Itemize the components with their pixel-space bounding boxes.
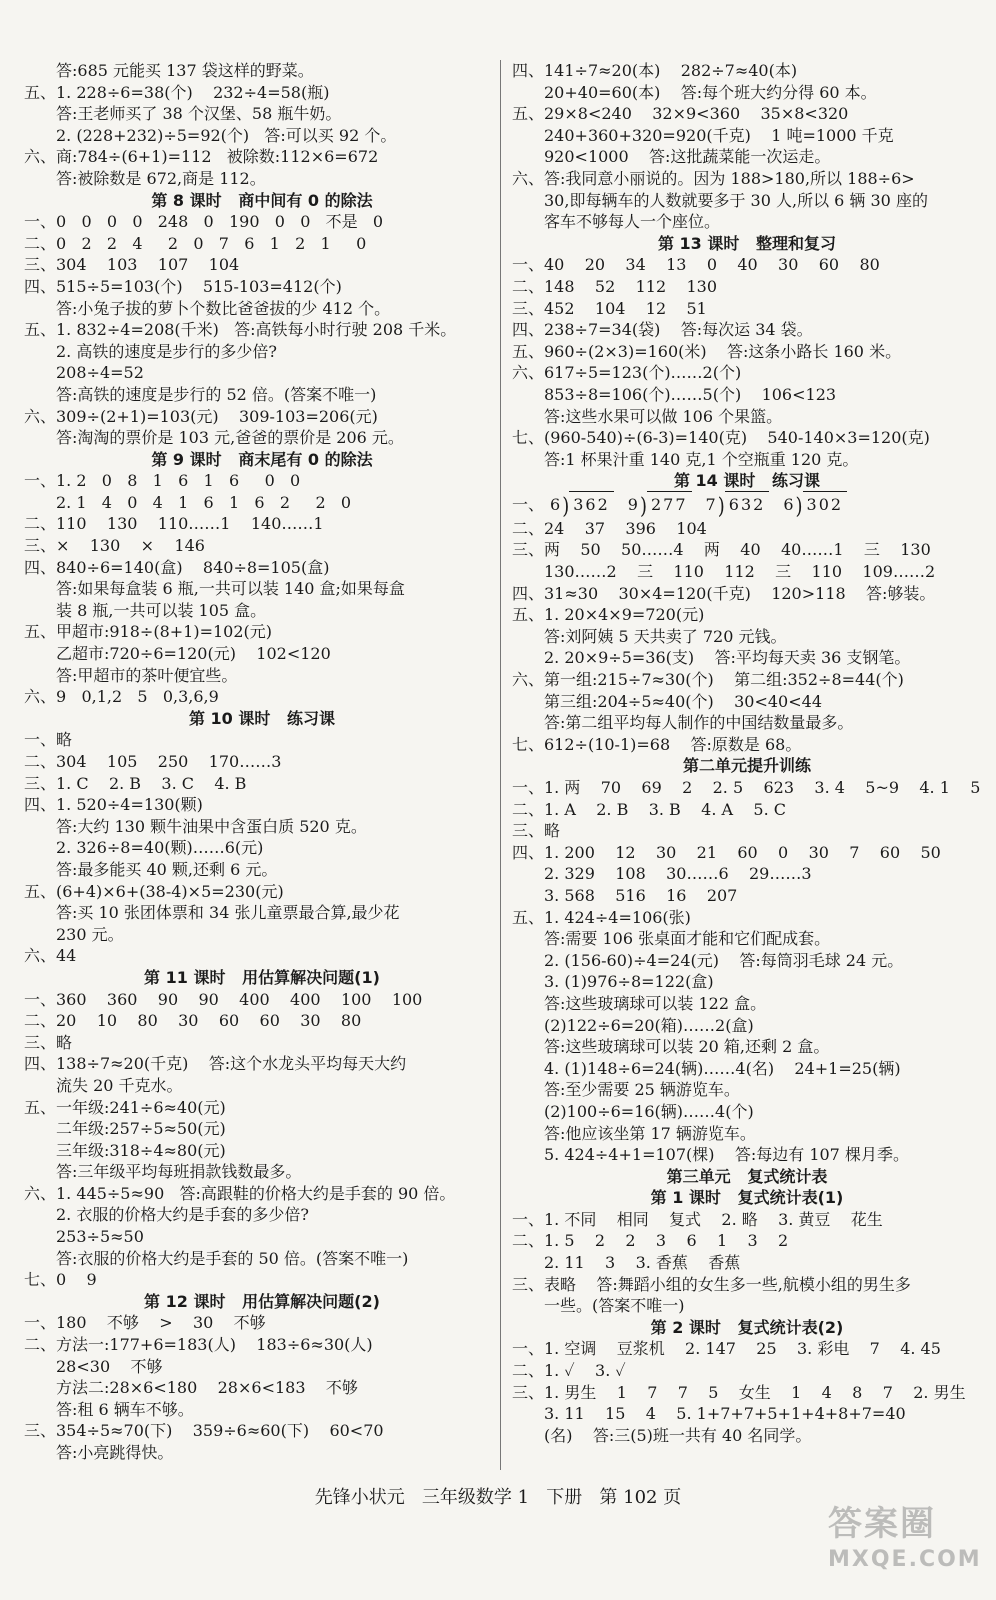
answer-line: 四、31≈30 30×4=120(千克) 120>118 答:够装。 — [512, 583, 936, 603]
answer-line: 240+360+320=920(千克) 1 吨=1000 千克 — [544, 125, 894, 145]
long-division — [550, 491, 614, 518]
answer-line: 3. 11 15 4 5. 1+7+7+5+1+4+8+7=40 — [544, 1404, 906, 1424]
answer-line: 2. 11 3 3. 香蕉 香蕉 — [544, 1253, 741, 1273]
answer-line: 二、1. A 2. B 3. B 4. A 5. C — [512, 799, 787, 819]
answer-line: 二、0 2 2 4 2 0 7 6 1 2 1 0 — [24, 233, 367, 253]
watermark-url: MXQE.COM — [828, 1547, 982, 1572]
section-heading: 第 12 课时 用估算解决问题(2) — [144, 1291, 380, 1311]
answer-line: 答:租 6 辆车不够。 — [56, 1399, 194, 1419]
answer-line: 二、110 130 110……1 140……1 — [24, 514, 324, 534]
answer-line: 一、1. 2 0 8 1 6 1 6 0 0 — [24, 471, 301, 491]
answer-line: 四、515÷5=103(个) 515-103=412(个) — [24, 276, 342, 296]
answer-line: 答:王老师买了 38 个汉堡、58 瓶牛奶。 — [56, 104, 342, 124]
answer-line: 答:他应该坐第 17 辆游览车。 — [544, 1123, 756, 1143]
answer-line: 三、1. C 2. B 3. C 4. B — [24, 773, 247, 793]
answer-line: 六、1. 445÷5≈90 答:高跟鞋的价格大约是手套的 90 倍。 — [24, 1183, 456, 1203]
answer-line: 四、138÷7≈20(千克) 答:这个水龙头平均每天大约 — [24, 1054, 407, 1074]
answer-line: 一、180 不够 > 30 不够 — [24, 1313, 266, 1333]
answer-line: 3. 568 516 16 207 — [544, 885, 738, 905]
answer-line: 一、40 20 34 13 0 40 30 60 80 — [512, 255, 880, 275]
answer-line: 三、略 — [24, 1032, 73, 1052]
answer-line: 答:1 杯果汁重 140 克,1 个空瓶重 120 克。 — [544, 449, 859, 469]
answer-line: 方法二:28×6<180 28×6<183 不够 — [56, 1378, 358, 1398]
answer-line: 五、1. 832÷4=208(千米) 答:高铁每小时行驶 208 千米。 — [24, 320, 457, 340]
answer-line: 答:第二组平均每人制作的中国结数量最多。 — [544, 713, 854, 733]
answer-line: 2. 高铁的速度是步行的多少倍? — [56, 341, 277, 361]
answer-line: 四、1. 200 12 30 21 60 0 30 7 60 50 — [512, 842, 941, 862]
section-heading: 第 14 课时 练习课 — [673, 471, 821, 491]
answer-line: 一、1. 两 70 69 2 2. 5 623 3. 4 5~9 4. 1 5 — [512, 778, 981, 797]
answer-line: 三、1. 男生 1 7 7 5 女生 1 4 8 7 2. 男生 — [512, 1382, 966, 1402]
answer-line: 五、1. 20×4×9=720(元) — [512, 605, 705, 625]
answer-line: 答:淘淘的票价是 103 元,爸爸的票价是 206 元。 — [56, 428, 404, 448]
division-bracket: ) — [795, 493, 803, 520]
answer-line: 一、1. 不同 相同 复式 2. 略 3. 黄豆 花生 — [512, 1209, 883, 1229]
answer-line: 四、840÷6=140(盒) 840÷8=105(盒) — [24, 557, 330, 577]
answer-line: 答:最多能买 40 颗,还剩 6 元。 — [56, 859, 278, 879]
answer-line: (名) 答:三(5)班一共有 40 名同学。 — [544, 1425, 812, 1445]
answer-line: 五、1. 228÷6=38(个) 232÷4=58(瓶) — [24, 82, 330, 102]
long-division — [628, 491, 692, 518]
left-column — [24, 60, 500, 1464]
answer-line: 四、1. 520÷4=130(颗) — [24, 795, 203, 815]
answer-line: 2. 329 108 30……6 29……3 — [544, 864, 812, 884]
answer-line: 答:至少需要 25 辆游览车。 — [544, 1080, 740, 1100]
answer-line: 答:这些玻璃球可以装 122 盒。 — [544, 993, 767, 1013]
division-bracket: ) — [717, 493, 725, 520]
answer-line: 七、0 9 — [24, 1270, 97, 1290]
answer-line: 第三组:204÷5≈40(个) 30<40<44 — [544, 691, 823, 711]
section-heading: 第 1 课时 复式统计表(1) — [650, 1188, 844, 1208]
dividend: 632 — [725, 491, 770, 518]
answer-line: 六、617÷5=123(个)……2(个) — [512, 363, 742, 383]
answer-line: 二、20 10 80 30 60 60 30 80 — [24, 1011, 362, 1031]
answer-line: (2)122÷6=20(箱)……2(盒) — [544, 1015, 754, 1035]
answer-line: 答:买 10 张团体票和 34 张儿童票最合算,最少花 — [56, 903, 400, 923]
answer-line: 三、两 50 50……4 两 40 40……1 三 130 — [512, 540, 931, 560]
answer-line: 答:685 元能买 137 袋这样的野菜。 — [56, 61, 314, 80]
division-bracket: ) — [639, 493, 647, 520]
answer-line: 六、44 — [24, 946, 77, 966]
answer-line: 三、452 104 12 51 — [512, 298, 707, 318]
page-footer: 先锋小状元 三年级数学 1 下册 第 102 页 — [314, 1487, 682, 1508]
answer-line: 答:甲超市的茶叶便宜些。 — [56, 665, 238, 685]
answer-line: 2. 20×9÷5=36(支) 答:平均每天卖 36 支钢笔。 — [544, 648, 911, 668]
answer-number: 一、 — [512, 494, 545, 514]
answer-line: 三年级:318÷4≈80(元) — [56, 1140, 226, 1160]
long-division — [706, 491, 770, 518]
answer-line: 2. 衣服的价格大约是手套的多少倍? — [56, 1205, 309, 1225]
section-heading: 第 10 课时 练习课 — [188, 708, 336, 728]
answer-line: 2. (156-60)÷4=24(元) 答:每筒羽毛球 24 元。 — [544, 950, 904, 970]
answer-line: 二、方法一:177+6=183(人) 183÷6≈30(人) — [24, 1335, 373, 1355]
section-heading: 第三单元 复式统计表 — [666, 1166, 828, 1186]
answer-line: 二、304 105 250 170……3 — [24, 752, 282, 771]
section-heading: 第 13 课时 整理和复习 — [657, 233, 837, 253]
divisor: 7 — [705, 494, 716, 514]
answer-line: 30,即每辆车的人数就要多于 30 人,所以 6 辆 30 座的 — [544, 190, 928, 210]
answer-line: 三、× 130 × 146 — [24, 536, 205, 556]
answer-line: 208÷4=52 — [56, 363, 144, 383]
answer-line: 流失 20 千克水。 — [56, 1075, 183, 1095]
answer-line: 20+40=60(本) 答:每个班大约分得 60 本。 — [544, 82, 877, 102]
answer-line: 五、一年级:241÷6≈40(元) — [24, 1097, 226, 1117]
answer-line: 六、商:784÷(6+1)=112 被除数:112×6=672 — [24, 147, 379, 167]
section-heading: 第 11 课时 用估算解决问题(1) — [144, 967, 380, 987]
answer-line: 答:刘阿姨 5 天共卖了 720 元钱。 — [544, 626, 787, 646]
answer-line: 二、24 37 396 104 — [512, 518, 707, 538]
answer-line: 答:三年级平均每班捐款钱数最多。 — [56, 1162, 302, 1182]
answer-line: 装 8 瓶,一共可以装 105 盒。 — [56, 600, 267, 620]
answer-line: 答:这些水果可以做 106 个果篮。 — [544, 406, 783, 426]
watermark-text: 答案圈 — [828, 1504, 936, 1544]
section-heading: 第 9 课时 商末尾有 0 的除法 — [151, 449, 373, 469]
column-divider — [500, 60, 501, 1470]
answer-line: 答:这些玻璃球可以装 20 箱,还剩 2 盒。 — [544, 1037, 830, 1057]
answer-line: 5. 424÷4+1=107(棵) 答:每边有 107 棵月季。 — [544, 1145, 909, 1165]
answer-line: 253÷5≈50 — [56, 1227, 144, 1247]
answer-line: 一、略 — [24, 730, 73, 750]
answer-line: 三、表略 答:舞蹈小组的女生多一些,航模小组的男生多 — [512, 1274, 911, 1294]
answer-line: 六、309÷(2+1)=103(元) 309-103=206(元) — [24, 406, 378, 426]
answer-line: 4. (1)148÷6=24(辆)……4(名) 24+1=25(辆) — [544, 1058, 901, 1078]
answer-line: 七、612÷(10-1)=68 答:原数是 68。 — [512, 734, 802, 754]
answer-line: 答:需要 106 张桌面才能和它们配成套。 — [544, 929, 831, 949]
section-heading: 第 8 课时 商中间有 0 的除法 — [151, 190, 373, 210]
long-division-row — [512, 492, 982, 518]
dividend: 362 — [569, 491, 614, 518]
divisor: 6 — [783, 494, 794, 514]
divisor: 6 — [550, 494, 561, 514]
answer-line: 六、答:我同意小丽说的。因为 188>180,所以 188÷6> — [512, 168, 915, 188]
answer-line: 一、1. 空调 豆浆机 2. 147 25 3. 彩电 7 4. 45 — [512, 1339, 941, 1359]
answer-line: 答:如果每盒装 6 瓶,一共可以装 140 盒;如果每盒 — [56, 579, 405, 599]
answer-line: 920<1000 答:这批蔬菜能一次运走。 — [544, 147, 831, 167]
answer-line: 28<30 不够 — [56, 1356, 163, 1376]
answer-line: 五、29×8<240 32×9<360 35×8<320 — [512, 104, 849, 124]
answer-line: 853÷8=106(个)……5(个) 106<123 — [544, 384, 837, 404]
answer-line: 3. (1)976÷8=122(盒) — [544, 972, 714, 992]
long-division — [783, 491, 847, 518]
answer-line: (2)100÷6=16(辆)……4(个) — [544, 1101, 754, 1121]
dividend: 302 — [803, 491, 848, 518]
answer-line: 答:被除数是 672,商是 112。 — [56, 168, 266, 188]
answer-line: 答:大约 130 颗牛油果中含蛋白质 520 克。 — [56, 816, 367, 836]
answer-line: 230 元。 — [56, 924, 124, 944]
answer-line: 答:小亮跳得快。 — [56, 1443, 174, 1462]
answer-line: 一、360 360 90 90 400 400 100 100 — [24, 989, 423, 1009]
answer-line: 客车不够每人一个座位。 — [544, 212, 721, 232]
answer-line: 二、148 52 112 130 — [512, 276, 718, 296]
answer-line: 一些。(答案不唯一) — [544, 1296, 685, 1316]
right-column — [512, 60, 982, 1446]
answer-line: 答:小兔子拔的萝卜个数比爸爸拔的少 412 个。 — [56, 298, 391, 318]
answer-line: 三、304 103 107 104 — [24, 255, 240, 275]
section-heading: 第 2 课时 复式统计表(2) — [650, 1317, 844, 1337]
answer-line: 二年级:257÷5≈50(元) — [56, 1119, 226, 1139]
answer-line: 六、第一组:215÷7≈30(个) 第二组:352÷8=44(个) — [512, 670, 904, 690]
answer-line: 答:衣服的价格大约是手套的 50 倍。(答案不唯一) — [56, 1248, 409, 1268]
answer-line: 三、略 — [512, 821, 561, 841]
answer-line: 二、1. 5 2 2 3 6 1 3 2 — [512, 1231, 789, 1251]
answer-line: 一、0 0 0 0 248 0 190 0 0 不是 0 — [24, 212, 384, 232]
answer-line: 六、9 0,1,2 5 0,3,6,9 — [24, 687, 219, 707]
answer-line: 五、甲超市:918÷(8+1)=102(元) — [24, 622, 273, 642]
answer-line: 2. (228+232)÷5=92(个) 答:可以买 92 个。 — [56, 125, 397, 145]
answer-line: 七、(960-540)÷(6-3)=140(克) 540-140×3=120(克) — [512, 428, 930, 448]
answer-line: 五、960÷(2×3)=160(米) 答:这条小路长 160 米。 — [512, 341, 902, 361]
answer-line: 2. 1 4 0 4 1 6 1 6 2 2 0 — [56, 492, 352, 512]
answer-line: 五、(6+4)×6+(38-4)×5=230(元) — [24, 881, 284, 901]
answer-line: 答:高铁的速度是步行的 52 倍。(答案不唯一) — [56, 384, 377, 404]
section-heading: 第二单元提升训练 — [682, 756, 811, 776]
answer-line: 四、141÷7≈20(本) 282÷7≈40(本) — [512, 61, 798, 80]
answer-line: 五、1. 424÷4=106(张) — [512, 907, 691, 927]
answer-line: 四、238÷7=34(袋) 答:每次运 34 袋。 — [512, 320, 813, 340]
watermark-logo — [828, 1496, 982, 1588]
divisor: 9 — [627, 494, 638, 514]
answer-line: 三、354÷5≈70(下) 359÷6≈60(下) 60<70 — [24, 1421, 384, 1441]
answer-line: 二、1. ✓ 3. ✓ — [512, 1361, 626, 1381]
dividend: 277 — [647, 491, 692, 518]
answer-line: 2. 326÷8=40(颗)……6(元) — [56, 838, 264, 858]
division-bracket: ) — [562, 493, 570, 520]
answer-line: 130……2 三 110 112 三 110 109……2 — [544, 562, 936, 582]
answer-line: 乙超市:720÷6=120(元) 102<120 — [56, 644, 331, 664]
